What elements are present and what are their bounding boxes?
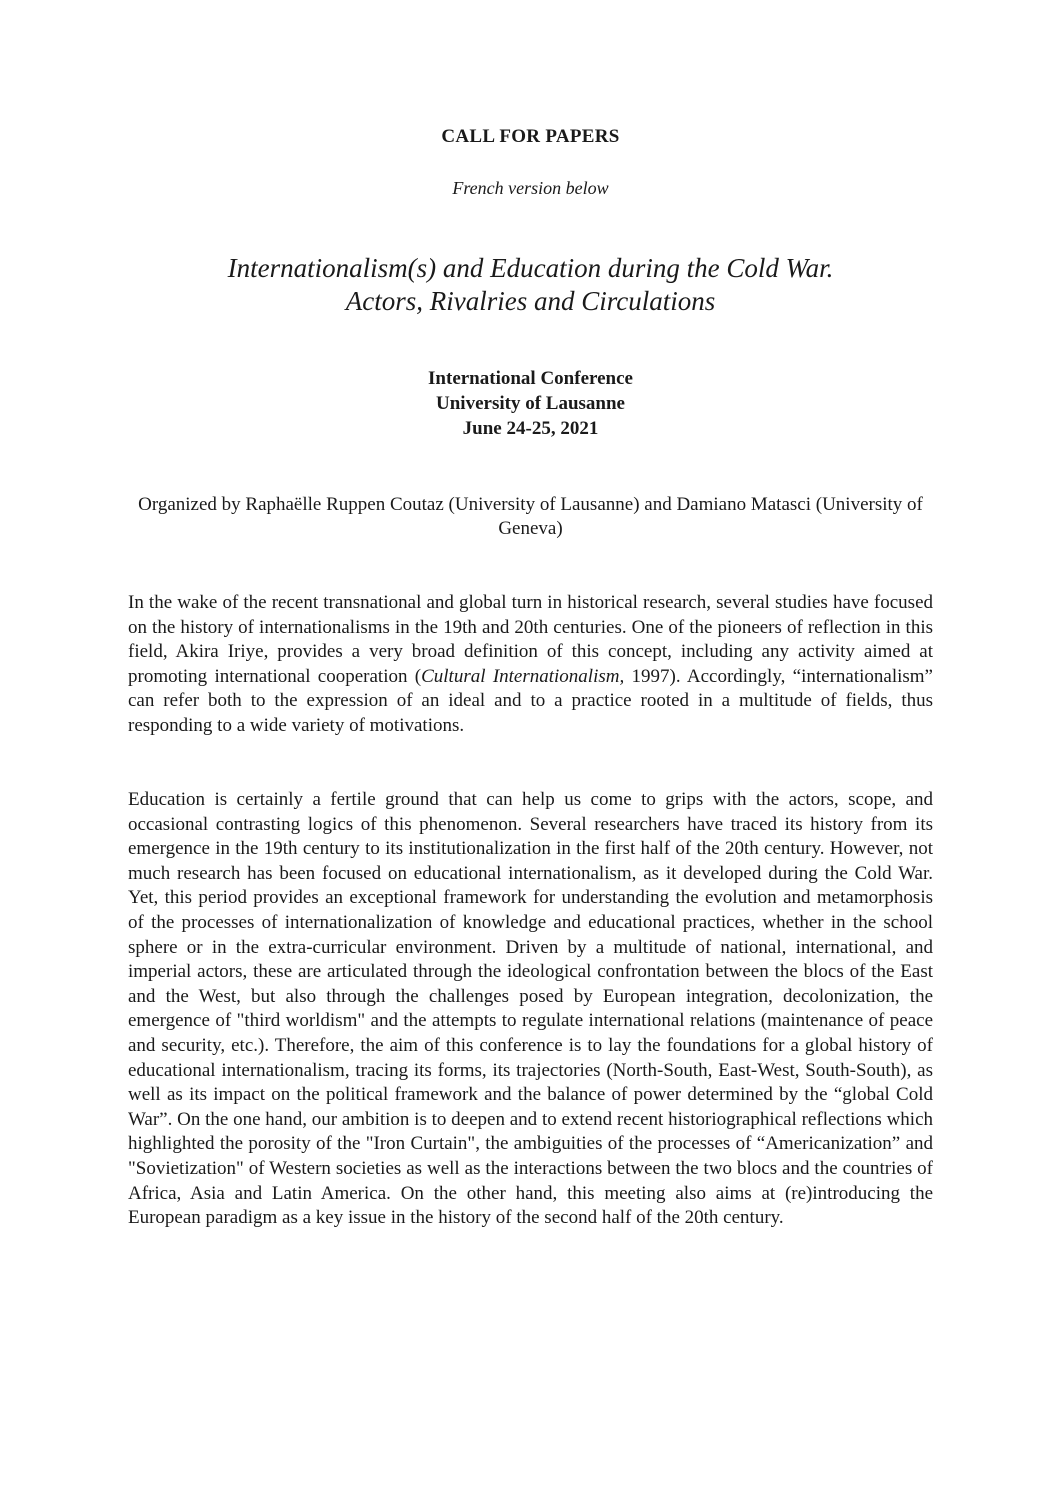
organizers-line: Organized by Raphaëlle Ruppen Coutaz (University of Lausanne) and Damiano Matasci (University of Geneva) xyxy=(138,494,923,539)
conference-venue: University of Lausanne xyxy=(436,393,625,414)
conference-title xyxy=(128,252,933,318)
conference-details xyxy=(128,366,933,441)
paragraph-1-part-2: 1997). Accordingly, “internationalism” can refer both to the expression of an ideal and to a practice rooted in a multitude of fields, thus responding to a wide variety of motivations. xyxy=(128,665,933,736)
french-version-note: French version below xyxy=(452,178,609,198)
body-paragraph-1 xyxy=(128,591,933,739)
call-for-papers-heading: CALL FOR PAPERS xyxy=(441,126,620,147)
conference-type: International Conference xyxy=(428,368,633,389)
conference-dates: June 24-25, 2021 xyxy=(462,418,599,439)
conference-title-line-2: Actors, Rivalries and Circulations xyxy=(345,286,716,316)
conference-title-line-1: Internationalism(s) and Education during the Cold War. xyxy=(227,253,834,283)
body-paragraph-2: Education is certainly a fertile ground that can help us come to grips with the actors, scope, and occasional contrasting logics of this phenomenon. Several researchers have traced its history from its emergence in the 19th century to its institutionalization in the first half of the 20th century. However, not much research has been focused on educational internationalism, as it developed during the Cold War. Yet, this period provides an exceptional framework for understanding the evolution and metamorphosis of the processes of internationalization of knowledge and educational practices, whether in the school sphere or in the extra-curricular environment. Driven by a multitude of national, international, and imperial actors, these are articulated through the ideological confrontation between the blocs of the East and the West, but also through the challenges posed by European integration, decolonization, the emergence of "third worldism" and the attempts to regulate international relations (maintenance of peace and security, etc.). Therefore, the aim of this conference is to lay the foundations for a global history of educational internationalism, tracing its forms, its trajectories (North-South, East-West, South-South), as well as its impact on the political framework and the balance of power determined by the “global Cold War”. On the one hand, our ambition is to deepen and to extend recent historiographical reflections which highlighted the porosity of the "Iron Curtain", the ambiguities of the processes of “Americanization” and "Sovietization" of Western societies as well as the interactions between the two blocs and the countries of Africa, Asia and Latin America. On the other hand, this meeting also aims at (re)introducing the European paradigm as a key issue in the history of the second half of the 20th century. xyxy=(128,789,933,1229)
paragraph-1-part-1: In the wake of the recent transnational and global turn in historical research, several studies have focused on the history of internationalisms in the 19th and 20th centuries. One of the pioneers of reflection in this field, Akira Iriye, provides a very broad definition of this concept, including any activity aimed at promoting international cooperation ( xyxy=(128,592,933,687)
book-title: Cultural Internationalism, xyxy=(421,665,625,687)
